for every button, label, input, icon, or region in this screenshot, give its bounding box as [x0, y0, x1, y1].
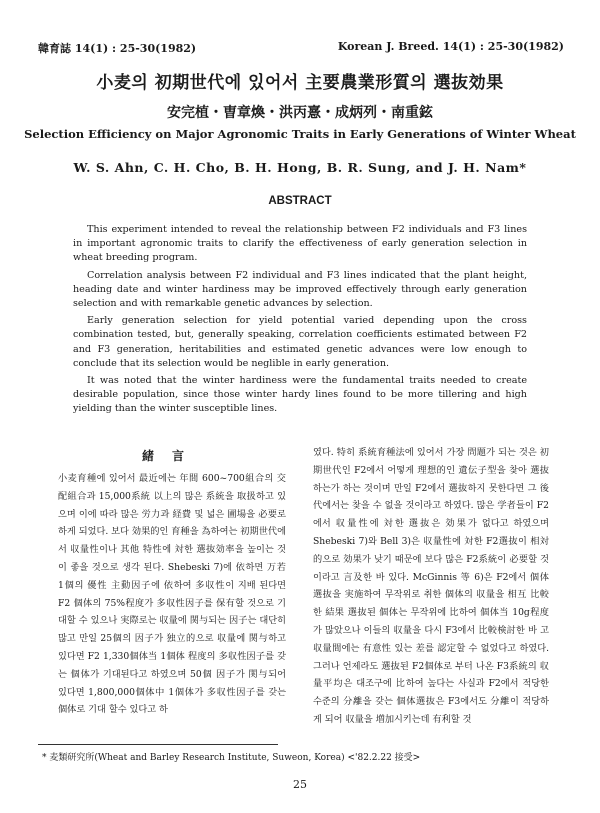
abstract-paragraph: It was noted that the winter hardiness were the fundamental traits needed to create desirable population, since those winter hardy lines found to be more tillering and high yielding than the winter susceptible lines.	[73, 375, 527, 415]
journal-header-right: Korean J. Breed. 14(1) : 25-30(1982)	[337, 40, 564, 53]
english-authors: W. S. Ahn, C. H. Cho, B. H. Hong, B. R. Sung, and J. H. Nam*	[73, 160, 527, 175]
abstract-paragraph: This experiment intended to reveal the relationship between F2 individuals and F3 lines in important agronomic traits to clarify the effectiveness of early generation selection in wheat breeding program.	[73, 224, 527, 264]
abstract-heading: ABSTRACT	[268, 195, 332, 207]
abstract-body	[73, 223, 527, 420]
footnote-divider	[38, 744, 278, 745]
affiliation-footnote: * 麦類研究所(Wheat and Barley Research Institute, Suweon, Korea) <'82.2.22 接受>	[42, 753, 421, 763]
abstract-paragraph: Early generation selection for yield potential varied depending upon the cross combination tested, but, generally speaking, correlation coefficients estimated between F2 and F3 generation, heritabilities and estimated genetic advances were low enough to conclude that its selection would be neglible in early generation.	[73, 315, 527, 369]
right-column-text: 였다. 特히 系統育種法에 있어서 가장 問題가 되는 것은 初期世代인 F2에서 어떻게 理想的인 遺伝子型을 찾아 選抜하는가 하는 것이며 만일 F2에서 選抜하지 못한다면 그 後代에서는 찾을 수 없을 것이라고 하였다. 많은 学者들이 F2에서 収量性에 対한 選抜은 効果가 없다고 하였으며 Shebeski 7)와 Bell 3)은 収量性에 対한 F2選抜이 相対的으로 効果가 낮기 때문에 보다 많은 F2系統이 必要할 것이라고 言及한 바 있다. McGinnis 等 6)은 F2에서 個体選抜을 実施하여 무작위로 취한 個体의 収量을 相互 比較한 結果 選抜된 個体는 무작위에 比하여 個体当 10g程度가 많았으나 이들의 収量을 다시 F3에서 比較検討한 바 고 収量間에는 有意性 있는 差를 認定할 수 없었다고 하였다. 그러나 언제라도 選抜된 F2個体로 부터 나온 F3系統의 収量平均은 대조구에 比하여 높다는 사실과 F2에서 적당한 수준의 分離을 갖는 個体選抜은 F3에서도 分離이 적당하게 되어 収量을 増加시키는데 有利할 것	[313, 447, 549, 725]
section-heading-introduction: 緒言	[141, 449, 202, 463]
abstract-paragraph: Correlation analysis between F2 individual and F3 lines indicated that the plant height, heading date and winter hardiness may be improved effectively through early generation selection and with remarkable genetic advances by selection.	[73, 269, 527, 310]
korean-authors: 安完植・曺章煥・洪丙憙・成炳列・南重鉉	[167, 105, 433, 121]
left-column	[58, 470, 286, 719]
english-title: Selection Efficiency on Major Agronomic Traits in Early Generations of Winter Wheat	[24, 127, 576, 141]
journal-header-left: 韓育誌 14(1) : 25-30(1982)	[38, 42, 197, 55]
right-column	[313, 444, 549, 729]
page-number: 25	[293, 778, 307, 791]
korean-title: 小麦의 初期世代에 있어서 主要農業形質의 選抜効果	[96, 73, 504, 93]
left-column-text: 小麦育種에 있어서 最近에는 年間 600~700組合의 交配組合과 15,000系統 以上의 많은 系統을 取扱하고 있으며 이에 따라 많은 労力과 経費 및 넓은 圃場을 必要로 하게 되었다. 보다 効果的인 育種을 為하여는 初期世代에서 収量性이나 其他 特性에 対한 選抜効率을 높이는 것이 좋을 것으로 생각 된다. Shebeski 7)에 依하면 万若 1個의 優性 主動因子에 依하여 多収性이 지배 된다면 F2 個体의 75%程度가 多収性因子를 保有할 것으로 기대할 수 있으나 実際로는 収量에 関与되는 因子는 대단히 많고 만일 25個의 因子가 独立的으로 収量에 関与하고 있다면 F2 1,330個体当 1個体 程度의 多収性因子를 갖는 個体가 기대된다고 하였으며 50個 因子가 関与되어 있다면 1,800,000個体中 1個体가 多収性因子를 갖는 個体로 기대 할수 있다고 하	[58, 473, 286, 716]
